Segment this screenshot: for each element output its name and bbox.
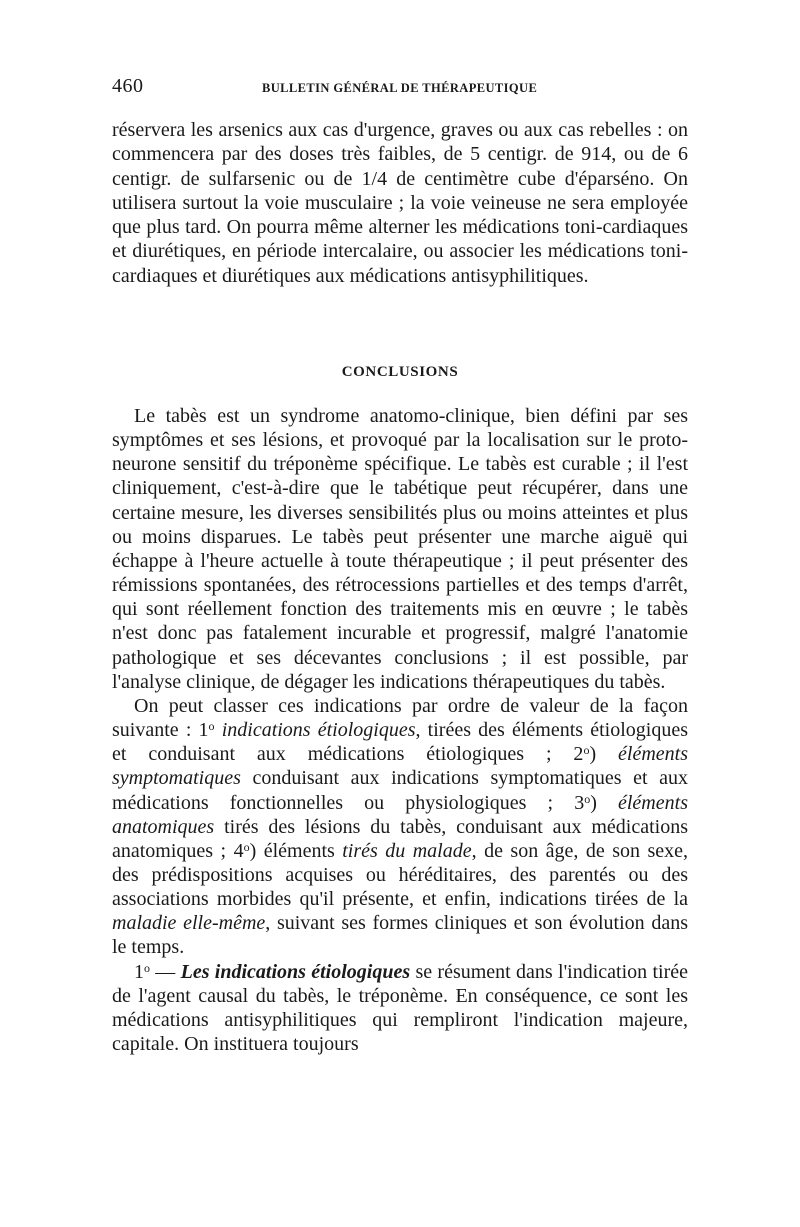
- intro-paragraph-block: [112, 118, 688, 288]
- text-run: 1: [134, 960, 144, 983]
- paragraph-2: [112, 694, 688, 960]
- text-run: On peut classer ces indications par ordre de valeur de la façon suivante : 1: [112, 694, 688, 742]
- text-run: ) éléments: [249, 839, 343, 862]
- superscript: o: [144, 960, 150, 975]
- conclusions-text: [112, 404, 688, 1056]
- italic-term: indications étiologiques: [221, 719, 416, 742]
- superscript: o: [584, 791, 591, 806]
- italic-term: éléments anatomiques: [112, 791, 688, 838]
- text-run: —: [150, 960, 181, 983]
- page-number: 460: [112, 75, 144, 97]
- running-title: BULLETIN GÉNÉRAL DE THÉRAPEUTIQUE: [262, 81, 538, 95]
- italic-term: tirés du malade: [342, 839, 472, 862]
- text-run: se résument dans l'indication tirée de l'agent causal du tabès, le tréponème. En conséquence, ce sont les médications antisyphilitiques qui rempliront l'indication majeure, capitale. On instituera toujours: [112, 960, 688, 1056]
- text-run: conduisant aux indications symptomatiques et aux médications fonctionnelles ou physiologiques ; 3: [112, 767, 688, 814]
- paragraph-1: Le tabès est un syndrome anatomo-clinique, bien défini par ses symptômes et ses lésions, et provoqué par la localisation sur le proto-neurone sensitif du tréponème spécifique. Le tabès est curable ; il l'est cliniquement, c'est-à-dire que le tabétique peut récupérer, dans une certaine mesure, les diverses sensibilités plus ou moins atteintes et plus ou moins disparues. Le tabès peut présenter une marche aiguë qui échappe à l'heure actuelle à toute thérapeutique ; il peut présenter des rémissions spontanées, des rétrocessions partielles et des temps d'arrêt, qui sont réellement fonction des traitements mis en œuvre ; le tabès n'est donc pas fatalement incurable et progressif, malgré l'anatomie pathologique et ses décevantes conclusions ; il est possible, par l'analyse clinique, de dégager les indications thérapeutiques du tabès.: [112, 405, 688, 693]
- italic-term: maladie elle-même: [112, 912, 266, 935]
- superscript: o: [243, 839, 250, 854]
- intro-paragraph: réservera les arsenics aux cas d'urgence, graves ou aux cas rebelles : on commencera par des doses très faibles, de 5 centigr. de 914, ou de 6 centigr. de sulfarsenic ou de 1/4 de centimètre cube d'éparséno. On utilisera surtout la voie musculaire ; la voie veineuse ne sera employée que plus tard. On pourra même alterner les médications toni-cardiaques et diurétiques, en période intercalaire, ou associer les médications toni-cardiaques et diurétiques aux médications antisyphilitiques.: [112, 119, 688, 287]
- section-heading: CONCLUSIONS: [341, 364, 459, 380]
- text-run: tirés des lésions du tabès, conduisant aux médications anatomiques ; 4: [112, 815, 688, 862]
- text-run: , de son âge, de son sexe, des prédispositions acquises ou héréditaires, des parentés ou des associations morbides qu'il présente, et enfin, indications tirées de la: [112, 839, 688, 911]
- superscript: o: [583, 743, 590, 758]
- page-header: [112, 75, 690, 105]
- text-run: ): [589, 743, 619, 766]
- superscript: o: [208, 719, 215, 734]
- bold-italic-term: Les indications étiologiques: [180, 960, 411, 983]
- text-run: , suivant ses formes cliniques et son évolution dans le temps.: [112, 912, 688, 959]
- text-run: , tirées des éléments étiologiques et conduisant aux médications étiologiques ; 2: [112, 719, 688, 766]
- text-run: ): [590, 791, 618, 814]
- paragraph-3: [112, 960, 688, 1057]
- italic-term: éléments symptomatiques: [112, 743, 688, 790]
